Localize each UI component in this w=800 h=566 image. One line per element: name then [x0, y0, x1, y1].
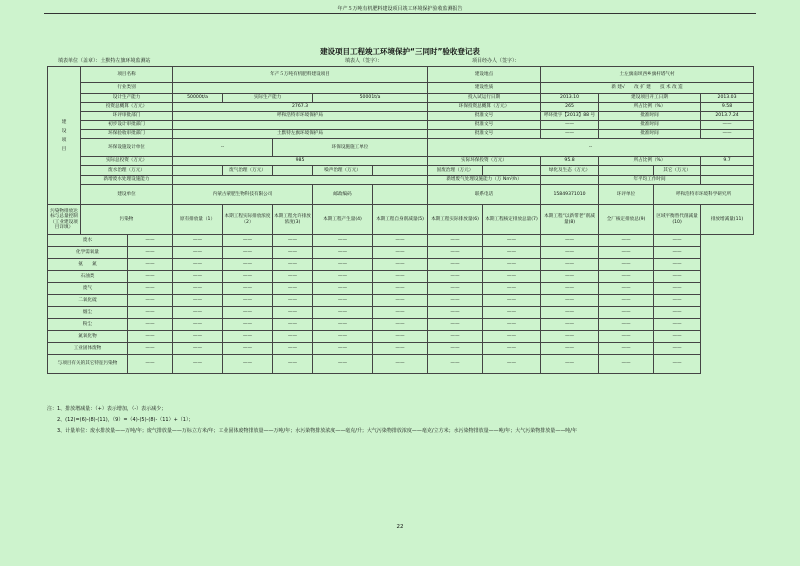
- value-cell: ——: [223, 295, 273, 307]
- value-cell: ——: [173, 271, 223, 283]
- value-cell: ——: [483, 343, 541, 355]
- cell: [173, 83, 428, 94]
- value-cell: ——: [273, 235, 313, 247]
- cell: [483, 166, 541, 176]
- value-cell: ——: [223, 271, 273, 283]
- pollutant-name: 烟尘: [48, 307, 128, 319]
- value-cell: ——: [173, 247, 223, 259]
- cell: 新 建√ 改 扩 建 技 术 改 造: [541, 83, 754, 94]
- cell: [273, 166, 313, 176]
- pollutant-row: [48, 319, 754, 331]
- pollutant-name: 氮氧化物: [48, 331, 128, 343]
- pollutant-name: 粉尘: [48, 319, 128, 331]
- value-cell: ——: [273, 271, 313, 283]
- value-cell: ——: [223, 331, 273, 343]
- note-line: 3、计量单位：废水排放量——万吨/年；废气排放量——万标立方米/年；工业固体废物排放量——万吨/年；水污染物排放浓度——毫克/升；大气污染物排放浓度——毫克/立方米；水污染物排放量——吨/年；大气污染物排放量——吨/年: [47, 428, 577, 434]
- value-cell: ——: [223, 259, 273, 271]
- value-cell: ——: [654, 247, 701, 259]
- cell: [373, 185, 428, 205]
- value-cell: ——: [173, 307, 223, 319]
- cell: 批准文号: [428, 130, 541, 139]
- table-row: [48, 103, 754, 112]
- cell: --: [173, 139, 273, 157]
- value-cell: ——: [599, 343, 654, 355]
- value-cell: ——: [428, 355, 483, 374]
- filling-unit: 填表单位（盖章）：土默特左旗环境监测站: [58, 58, 151, 64]
- cell: 项目名称: [81, 67, 173, 83]
- cell: 土默特左旗环境保护局: [173, 130, 428, 139]
- cell: 呼和浩特市环境科学研究所: [654, 185, 754, 205]
- cell: 建设性质: [428, 83, 541, 94]
- table-row: [48, 121, 754, 130]
- value-cell: ——: [223, 307, 273, 319]
- value-cell: ——: [373, 283, 428, 295]
- table-row: [48, 157, 754, 166]
- cell: 邮政编码: [313, 185, 373, 205]
- value-cell: ——: [273, 319, 313, 331]
- cell: 新增废水处理设施能力: [81, 176, 173, 185]
- value-cell: ——: [128, 247, 173, 259]
- value-cell: ——: [223, 235, 273, 247]
- table-row: [48, 112, 754, 121]
- value-cell: ——: [654, 283, 701, 295]
- value-cell: ——: [273, 259, 313, 271]
- cell: 环保设施设计单位: [81, 139, 173, 157]
- value-cell: ——: [128, 331, 173, 343]
- cell: 265: [541, 103, 599, 112]
- table-row: [48, 83, 754, 94]
- value-cell: ——: [128, 235, 173, 247]
- value-cell: ——: [483, 355, 541, 374]
- cell: 绿化及生态（万元）: [541, 166, 599, 176]
- value-cell: ——: [599, 295, 654, 307]
- note-line: 注：1、排放增减量：（+）表示增加，（-）表示减少；: [47, 406, 167, 412]
- cell: 建设项目开工日期: [599, 94, 701, 103]
- value-cell: ——: [541, 307, 599, 319]
- value-cell: ——: [654, 271, 701, 283]
- cell: 95.8: [541, 157, 599, 166]
- value-cell: ——: [599, 331, 654, 343]
- value-cell: ——: [373, 355, 428, 374]
- cell: 新增废气处理设施能力（万 Nm³/h）: [428, 176, 541, 185]
- value-cell: ——: [128, 343, 173, 355]
- cell: 建设单位: [81, 185, 173, 205]
- cell: --: [428, 139, 754, 157]
- cell: 联系电话: [428, 185, 541, 205]
- value-cell: ——: [654, 259, 701, 271]
- value-cell: ——: [428, 319, 483, 331]
- value-cell: ——: [373, 295, 428, 307]
- value-cell: ——: [483, 295, 541, 307]
- value-cell: ——: [483, 271, 541, 283]
- table-row: [48, 130, 754, 139]
- value-cell: ——: [223, 247, 273, 259]
- cell: ——: [541, 130, 599, 139]
- value-cell: ——: [599, 319, 654, 331]
- cell: 2013.03: [701, 94, 754, 103]
- registration-table: [47, 66, 754, 374]
- note-line: 2、(12)=(6)-(8)-(11)，（9）=（4)-(5)-(8)-（11）+（1）；: [47, 417, 194, 423]
- pollutant-row: [48, 331, 754, 343]
- table-row: [48, 139, 754, 157]
- value-cell: ——: [599, 247, 654, 259]
- value-cell: ——: [654, 319, 701, 331]
- cell: 2013.7.24: [701, 112, 754, 121]
- cell: 设计生产能力: [81, 94, 173, 103]
- cell: [173, 166, 223, 176]
- table-row: [48, 94, 754, 103]
- cell: [701, 176, 754, 185]
- value-cell: ——: [173, 319, 223, 331]
- cell: 其它（万元）: [654, 166, 701, 176]
- value-cell: ——: [313, 307, 373, 319]
- cell: 批准时间: [599, 112, 701, 121]
- value-cell: ——: [654, 331, 701, 343]
- pollutant-row: [48, 271, 754, 283]
- pollutant-name: 工业固体废物: [48, 343, 128, 355]
- table-row: [48, 67, 754, 83]
- pollutant-name: 废气: [48, 283, 128, 295]
- value-cell: ——: [313, 235, 373, 247]
- value-cell: ——: [128, 355, 173, 374]
- header-cell: 原有排放量（1）: [173, 205, 223, 235]
- value-cell: ——: [541, 271, 599, 283]
- value-cell: ——: [313, 319, 373, 331]
- header-cell: 排放增减量(11): [701, 205, 754, 235]
- value-cell: ——: [599, 235, 654, 247]
- value-cell: ——: [541, 319, 599, 331]
- cell: 实际生产能力: [223, 94, 313, 103]
- value-cell: ——: [483, 283, 541, 295]
- value-cell: ——: [483, 307, 541, 319]
- value-cell: ——: [654, 343, 701, 355]
- cell: ——: [701, 130, 754, 139]
- value-cell: ——: [128, 259, 173, 271]
- pollutant-row: [48, 259, 754, 271]
- value-cell: ——: [599, 259, 654, 271]
- cell: 投资总概算（万元）: [81, 103, 173, 112]
- cell: [173, 121, 428, 130]
- value-cell: ——: [483, 259, 541, 271]
- cell: 内蒙古蒙肥生物科技有限公司: [173, 185, 313, 205]
- value-cell: ——: [173, 235, 223, 247]
- cell: 土左旗南坝西乡旗杆塔气村: [541, 67, 754, 83]
- cell: [173, 176, 428, 185]
- table-row: [48, 166, 754, 176]
- cell: 9.58: [701, 103, 754, 112]
- value-cell: ——: [373, 343, 428, 355]
- value-cell: ——: [654, 307, 701, 319]
- cell: 环保验收审批部门: [81, 130, 173, 139]
- value-cell: ——: [223, 319, 273, 331]
- pollutant-name: 与项目有关的其它特征污染物: [48, 355, 128, 374]
- side-label-project: 建设项目: [48, 67, 81, 205]
- cell: 985: [173, 157, 428, 166]
- cell: 实际总投资（万元）: [81, 157, 173, 166]
- cell: 年产５万吨有机肥料建设项目: [173, 67, 428, 83]
- cell: [599, 166, 654, 176]
- cell: 年平均工作时间: [599, 176, 701, 185]
- value-cell: ——: [273, 343, 313, 355]
- value-cell: ——: [428, 235, 483, 247]
- pollutant-row: [48, 247, 754, 259]
- cell: 批准时间: [599, 130, 701, 139]
- cell: 建设地点: [428, 67, 541, 83]
- header-cell: 本期工程自身削减量(5): [373, 205, 428, 235]
- pollutant-name: 石油类: [48, 271, 128, 283]
- cell: 环保投资总概算（万元）: [428, 103, 541, 112]
- value-cell: ——: [223, 355, 273, 374]
- header-cell: 本期工程实际排放浓度（2）: [223, 205, 273, 235]
- cell: 废水治理（万元）: [81, 166, 173, 176]
- value-cell: ——: [541, 247, 599, 259]
- value-cell: ——: [273, 355, 313, 374]
- pollutant-rows: [48, 235, 754, 374]
- value-cell: ——: [128, 295, 173, 307]
- value-cell: ——: [428, 307, 483, 319]
- value-cell: ——: [428, 247, 483, 259]
- value-cell: ——: [541, 355, 599, 374]
- value-cell: ——: [483, 235, 541, 247]
- cell: 行业类别: [81, 83, 173, 94]
- cell: 批准文号: [428, 112, 541, 121]
- value-cell: ——: [599, 307, 654, 319]
- value-cell: ——: [313, 331, 373, 343]
- cell: 所占比例（%）: [599, 157, 701, 166]
- value-cell: ——: [541, 343, 599, 355]
- cell: ——: [541, 121, 599, 130]
- cell: 50001t/a: [313, 94, 428, 103]
- value-cell: ——: [654, 235, 701, 247]
- value-cell: ——: [599, 271, 654, 283]
- pollutant-row: [48, 355, 754, 374]
- page-number: 22: [396, 524, 404, 530]
- value-cell: ——: [128, 271, 173, 283]
- value-cell: ——: [541, 259, 599, 271]
- value-cell: ——: [428, 259, 483, 271]
- cell: 环评单位: [599, 185, 654, 205]
- value-cell: ——: [223, 343, 273, 355]
- cell: [541, 176, 599, 185]
- value-cell: ——: [273, 331, 313, 343]
- value-cell: ——: [373, 247, 428, 259]
- value-cell: ——: [313, 295, 373, 307]
- cell: 50000t/a: [173, 94, 223, 103]
- header-cell: 本期工程产生量(4): [313, 205, 373, 235]
- value-cell: ——: [373, 307, 428, 319]
- pollutant-row: [48, 307, 754, 319]
- value-cell: ——: [373, 319, 428, 331]
- pollutant-row: [48, 235, 754, 247]
- value-cell: ——: [173, 343, 223, 355]
- header-cell: 污染物: [81, 205, 173, 235]
- value-cell: ——: [541, 235, 599, 247]
- value-cell: ——: [128, 307, 173, 319]
- value-cell: ——: [428, 331, 483, 343]
- value-cell: ——: [428, 271, 483, 283]
- value-cell: ——: [313, 283, 373, 295]
- value-cell: ——: [428, 295, 483, 307]
- value-cell: ——: [273, 283, 313, 295]
- value-cell: ——: [483, 247, 541, 259]
- value-cell: ——: [428, 343, 483, 355]
- header-cell: 本期工程允许排放浓度(3): [273, 205, 313, 235]
- filler-signature: 填表人（签字）：: [345, 58, 383, 64]
- header-cell: 全厂核定排放总(9): [599, 205, 654, 235]
- pollutant-row: [48, 283, 754, 295]
- value-cell: ——: [313, 343, 373, 355]
- cell: 2013.10: [541, 94, 599, 103]
- cell: 批准文号: [428, 121, 541, 130]
- running-header: 年产５万吨有机肥料建设项目竣工环境保护验收监测报告: [337, 6, 463, 12]
- cell: 固废治理（万元）: [428, 166, 483, 176]
- value-cell: ——: [313, 247, 373, 259]
- value-cell: ——: [599, 355, 654, 374]
- cell: 9.7: [701, 157, 754, 166]
- cell: 初步设计审批部门: [81, 121, 173, 130]
- header-cell: 本期工程核定排放总量(7): [483, 205, 541, 235]
- value-cell: ——: [173, 331, 223, 343]
- pollutant-name: 氨 氮: [48, 259, 128, 271]
- value-cell: ——: [223, 283, 273, 295]
- notes: [47, 404, 577, 437]
- pollutant-row: [48, 343, 754, 355]
- value-cell: ——: [313, 259, 373, 271]
- cell: 投入试运行日期: [428, 94, 541, 103]
- pollutant-row: [48, 295, 754, 307]
- cell: 环评审批部门: [81, 112, 173, 121]
- cell: 批准时间: [599, 121, 701, 130]
- cell: ——: [701, 121, 754, 130]
- value-cell: ——: [273, 295, 313, 307]
- value-cell: ——: [654, 355, 701, 374]
- value-cell: ——: [373, 235, 428, 247]
- pollutant-name: 化学需氧量: [48, 247, 128, 259]
- value-cell: ——: [541, 283, 599, 295]
- value-cell: ——: [273, 307, 313, 319]
- side-label-pollution: 污染物排放达标与总量控制（工业建设项目详填）: [48, 205, 81, 235]
- value-cell: ——: [599, 283, 654, 295]
- pollutant-name: 二氧化硫: [48, 295, 128, 307]
- cell: 废气治理（万元）: [223, 166, 273, 176]
- cell: 环保设施施工单位: [273, 139, 428, 157]
- cell: 实际环保投资（万元）: [428, 157, 541, 166]
- value-cell: ——: [313, 355, 373, 374]
- value-cell: ——: [428, 283, 483, 295]
- value-cell: ——: [128, 319, 173, 331]
- header-cell: 本期工程“以新带老”削减量(8): [541, 205, 599, 235]
- pollutant-name: 废水: [48, 235, 128, 247]
- cell: [701, 166, 754, 176]
- cell: 呼环批字【2013】88 号: [541, 112, 599, 121]
- value-cell: ——: [373, 271, 428, 283]
- cell: 呼和浩特市环境保护局: [173, 112, 428, 121]
- value-cell: ——: [373, 331, 428, 343]
- table-row: [48, 185, 754, 205]
- value-cell: ——: [128, 283, 173, 295]
- value-cell: ——: [173, 283, 223, 295]
- header-cell: 区域平衡替代削减量(10): [654, 205, 701, 235]
- manager-signature: 项目经办人（签字）：: [472, 58, 520, 64]
- cell: 所占比例（%）: [599, 103, 701, 112]
- value-cell: ——: [313, 271, 373, 283]
- value-cell: ——: [373, 259, 428, 271]
- header-rule: [44, 13, 756, 14]
- value-cell: ——: [173, 259, 223, 271]
- form-title: 建设项目工程竣工环境保护“三同时”验收登记表: [320, 47, 480, 56]
- value-cell: ——: [483, 331, 541, 343]
- pollutant-header-row: [48, 205, 754, 235]
- cell: 噪声治理（万元）: [313, 166, 373, 176]
- value-cell: ——: [541, 295, 599, 307]
- value-cell: ——: [654, 295, 701, 307]
- value-cell: ——: [541, 331, 599, 343]
- value-cell: ——: [173, 355, 223, 374]
- header-cell: 本期工程实际排放量(6): [428, 205, 483, 235]
- cell: 15849371010: [541, 185, 599, 205]
- cell: [373, 166, 428, 176]
- cell: 2767.3: [173, 103, 428, 112]
- value-cell: ——: [173, 295, 223, 307]
- value-cell: ——: [483, 319, 541, 331]
- table-row: [48, 176, 754, 185]
- value-cell: ——: [273, 247, 313, 259]
